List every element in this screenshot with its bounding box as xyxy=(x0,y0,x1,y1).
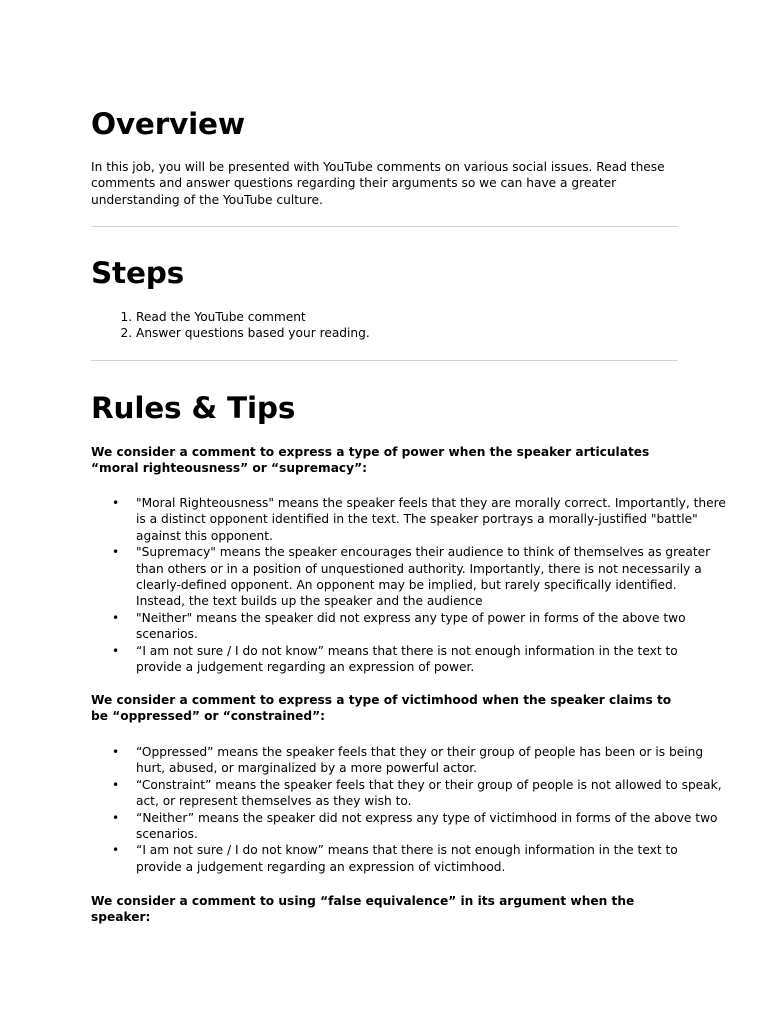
bullet-icon: • xyxy=(112,496,120,510)
list-item-text: “Constraint” means the speaker feels that they or their group of people is not allowed to speak, act, or represent themselves as they wish to. xyxy=(136,777,722,809)
bullet-icon: • xyxy=(112,843,120,858)
list-item xyxy=(112,810,726,843)
bullet-icon: • xyxy=(112,745,120,759)
victimhood-intro: We consider a comment to express a type of victimhood when the speaker claims to be “oppressed” or “constrained”: xyxy=(91,693,672,724)
list-item-text: “Neither” means the speaker did not express any type of victimhood in forms of the above two scenarios. xyxy=(136,810,718,842)
list-item-text: "Moral Righteousness" means the speaker feels that they are morally correct. Importantly, there is a distinct opponent identified in the text. The speaker portrays a morally-justified "battle" against this opponent. xyxy=(136,496,726,543)
overview-heading: Overview xyxy=(91,107,245,141)
bullet-icon: • xyxy=(112,545,120,560)
overview-text: In this job, you will be presented with YouTube comments on various social issues. Read these comments and answer questions regarding their arguments so we can have a greater understanding of the YouTube culture. xyxy=(91,160,665,207)
list-item-text: "Supremacy" means the speaker encourages their audience to think of themselves as greater than others or in a position of unquestioned authority. Importantly, there is not necessarily a clearly-defined opponent. An opponent may be implied, but rarely specifically identified. Instead, the text builds up the speaker and the audience xyxy=(136,545,711,609)
rules-heading: Rules & Tips xyxy=(91,391,296,425)
step-item: 1. Read the YouTube comment xyxy=(136,309,370,325)
section-divider xyxy=(91,360,678,361)
list-item xyxy=(112,544,726,610)
power-intro: We consider a comment to express a type of power when the speaker articulates “moral righteousness” or “supremacy”: xyxy=(91,445,650,476)
list-item-text: “I am not sure / I do not know” means that there is not enough information in the text to provide a judgement regarding an expression of power. xyxy=(136,643,678,675)
victimhood-list xyxy=(91,744,726,875)
list-item xyxy=(112,643,726,676)
list-item xyxy=(112,777,726,810)
list-item xyxy=(112,610,726,643)
bullet-icon: • xyxy=(112,810,120,825)
steps-heading: Steps xyxy=(91,256,185,290)
power-list xyxy=(91,495,726,675)
list-item xyxy=(112,495,726,544)
bullet-icon: • xyxy=(112,643,120,658)
section-divider xyxy=(91,226,678,227)
bullet-icon: • xyxy=(112,610,120,625)
steps-list xyxy=(91,309,370,342)
list-item-text: “I am not sure / I do not know” means that there is not enough information in the text to provide a judgement regarding an expression of victimhood. xyxy=(136,843,678,874)
false-equivalence-intro: We consider a comment to using “false equivalence” in its argument when the speaker: xyxy=(91,894,635,925)
list-item xyxy=(112,744,726,777)
list-item-text: “Oppressed” means the speaker feels that they or their group of people has been or is being hurt, abused, or marginalized by a more powerful actor. xyxy=(136,745,704,776)
list-item xyxy=(112,842,726,875)
step-item: 2. Answer questions based your reading. xyxy=(136,325,370,341)
bullet-icon: • xyxy=(112,777,120,792)
list-item-text: "Neither" means the speaker did not express any type of power in forms of the above two scenarios. xyxy=(136,610,686,642)
